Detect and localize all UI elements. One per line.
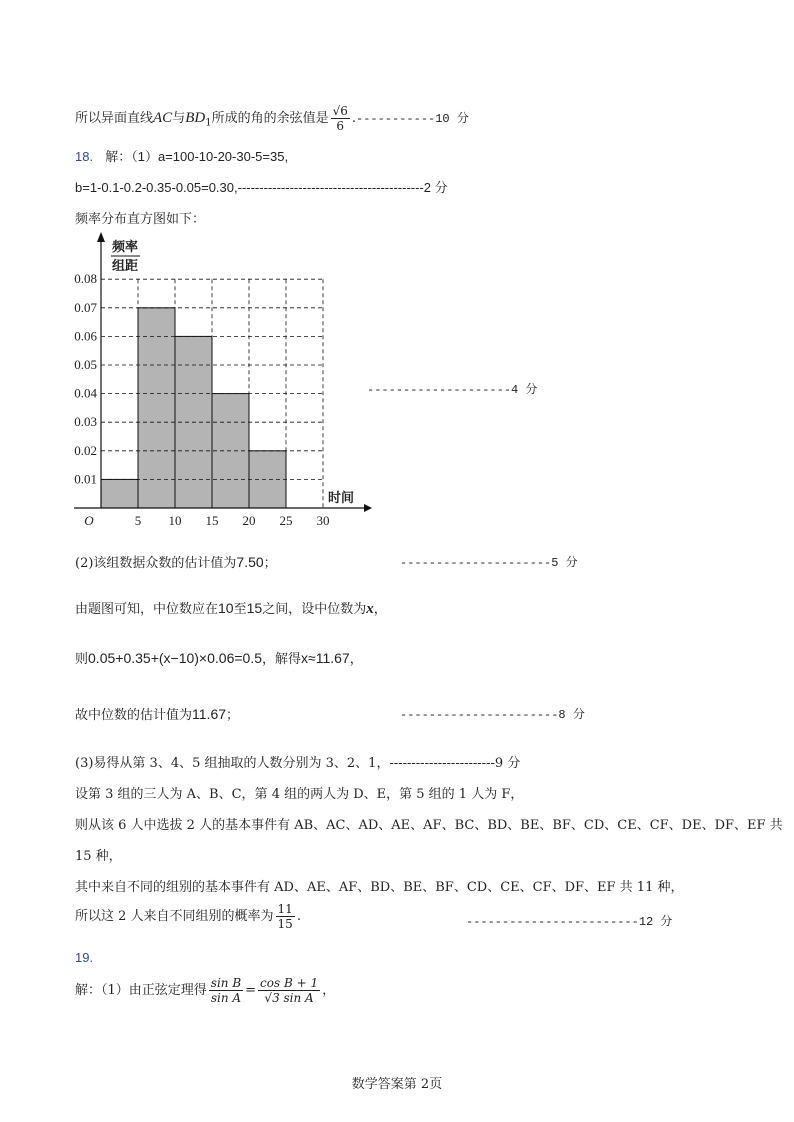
sine-rule-step [75, 976, 335, 1005]
y-tick-label: 0.02 [74, 442, 97, 458]
fraction-cosB-plus-1-over-sqrt3-sinA [258, 976, 320, 1005]
score-4: --------------------4 分 [367, 383, 538, 397]
numerator: cos B + 1 [260, 976, 319, 990]
median-estimate [75, 704, 239, 723]
score-marker: -----------10 分 [356, 112, 469, 126]
text: (2)该组数据众数的估计值为 [75, 556, 237, 571]
y-tick-label: 0.05 [74, 357, 97, 372]
histogram-intro: 频率分布直方图如下： [75, 212, 206, 227]
text: ， [349, 652, 363, 667]
x-tick-label: 20 [242, 513, 256, 527]
text: 所以这 2 人来自不同组别的概率为 [75, 909, 274, 924]
text: ； [263, 556, 277, 571]
y-tick-label: 0.03 [74, 414, 97, 430]
denominator: 15 [277, 917, 293, 931]
text: . [351, 111, 357, 126]
y-tick-label: 0.06 [74, 328, 97, 344]
different-group-events: 其中来自不同的组别的基本事件有 AD、AE、AF、BD、BE、BF、CD、CE、CF、DF、EF 共 11 种， [75, 880, 684, 895]
histogram-bar [138, 308, 175, 508]
histogram-bar [249, 451, 286, 508]
x-tick-label: 30 [316, 513, 330, 527]
text: 所以异面直线 [75, 111, 154, 126]
solution-a: 解：（1）a=100-10-20-30-5=35, [105, 149, 289, 164]
x-tick-label: 10 [168, 513, 182, 527]
mode-estimate [75, 552, 277, 571]
numerator: √6 [332, 104, 348, 118]
x-tick-label: 15 [205, 513, 219, 527]
histogram-bar [101, 479, 138, 508]
variable-x: x [366, 601, 374, 617]
numerator: 11 [277, 902, 293, 916]
page-footer: 数学答案第 2页 [351, 1077, 443, 1092]
y-tick-label: 0.08 [74, 271, 97, 287]
math-bd: BD [185, 110, 206, 126]
text: 故中位数的估计值为 [75, 708, 193, 723]
x-axis-label: 时间 [328, 491, 355, 506]
median-range [75, 598, 387, 618]
number: 15 [246, 600, 263, 616]
median-value: 11.67 [192, 706, 227, 722]
text: . [296, 909, 301, 924]
question-number: 18. [75, 149, 94, 164]
subscript: 1 [205, 117, 212, 129]
score-8: ----------------------8 分 [400, 708, 585, 722]
math-ac: AC [153, 110, 173, 126]
denominator: √3 sin A [264, 991, 314, 1005]
origin-label: O [84, 513, 94, 527]
y-axis-arrow [97, 232, 105, 242]
x-tick-label: 25 [279, 513, 293, 527]
median-equation [75, 648, 363, 667]
text: ，解得 [262, 652, 302, 667]
numerator: sin B [210, 976, 242, 990]
x-tick-label: 5 [134, 513, 142, 527]
x-axis-arrow [364, 504, 372, 512]
text: 与 [172, 111, 186, 126]
mode-value: 7.50 [236, 554, 264, 570]
score-5: ---------------------5 分 [400, 556, 578, 570]
denominator: sin A [210, 991, 242, 1005]
fraction-sqrt6-over-6 [331, 104, 350, 133]
equation-result: x≈11.67 [301, 650, 350, 666]
y-tick-label: 0.01 [74, 471, 97, 487]
y-tick-label: 0.04 [74, 385, 97, 401]
y-axis-label-top: 频率 [112, 240, 139, 255]
question-19: 19. [75, 950, 94, 965]
frequency-histogram [62, 232, 372, 527]
text: 由题图可知，中位数应在 [75, 602, 219, 617]
text: ， [322, 983, 336, 998]
probability-result [75, 902, 301, 931]
text: 则 [75, 652, 89, 667]
score-12: ------------------------12 分 [466, 915, 673, 929]
fraction-sinB-over-sinA [209, 976, 243, 1005]
fraction-11-over-15 [276, 902, 295, 931]
denominator: 6 [336, 119, 345, 133]
y-axis-label-bottom: 组距 [112, 259, 139, 274]
all-events-count: 15 种， [75, 849, 122, 864]
solution-b: b=1-0.1-0.2-0.35-0.05=0.30,-------------------------------------------2 分 [75, 180, 448, 195]
equation: 0.05+0.35+(x−10)×0.06=0.5 [88, 650, 262, 666]
group-labels: 设第 3 组的三人为 A、B、C，第 4 组的两人为 D、E，第 5 组的 1 人为 F， [75, 787, 524, 802]
all-events: 则从该 6 人中选拔 2 人的基本事件有 AB、AC、AD、AE、AF、BC、BD、BE、BF、CD、CE、CF、DE、DF、EF 共 [75, 818, 783, 833]
number: 10 [218, 600, 234, 616]
text: 所成的角的余弦值是 [211, 111, 329, 126]
text: 之间，设中位数为 [262, 602, 367, 617]
text: 至 [233, 602, 247, 617]
question-18 [75, 146, 288, 165]
line-angle-cosine [75, 104, 469, 133]
y-tick-label: 0.07 [74, 299, 97, 315]
equals: = [245, 983, 257, 998]
text: ； [226, 708, 240, 723]
text: 解：（1）由正弦定理得 [75, 983, 207, 998]
text: ， [373, 602, 387, 617]
sampling-counts: (3)易得从第 3、4、5 组抽取的人数分别为 3、2、1，------------------------9 分 [75, 756, 521, 771]
